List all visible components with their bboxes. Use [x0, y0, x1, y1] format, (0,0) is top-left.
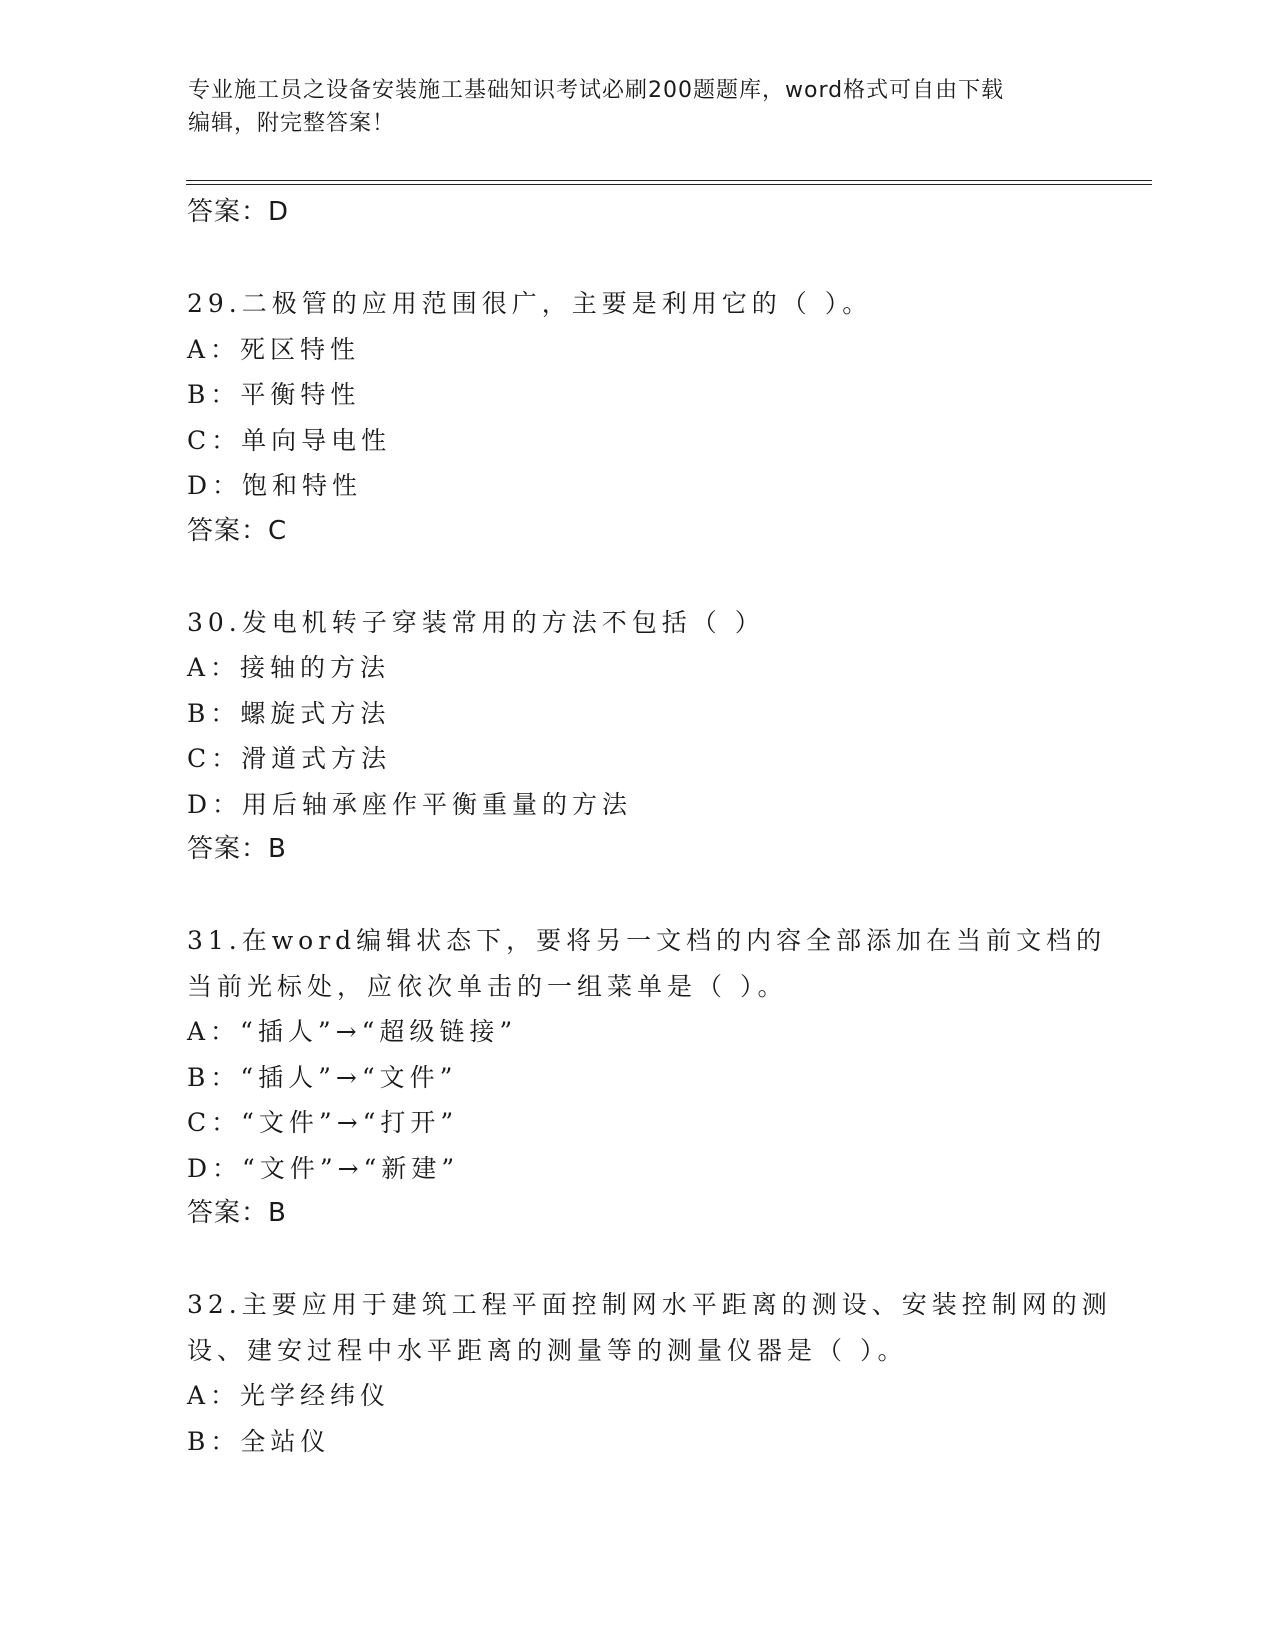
answer-line: 答案：B [187, 1198, 287, 1228]
header-line-2: 编辑，附完整答案！ [188, 111, 396, 136]
option-d: D：“文件”→“新建” [187, 1153, 460, 1183]
option-a: A：死区特性 [187, 334, 361, 364]
option-b: B：“插人”→“文件” [187, 1062, 458, 1092]
question-31 [187, 918, 1137, 1237]
document-header [188, 74, 1088, 140]
question-stem: 32.主要应用于建筑工程平面控制网水平距离的测设、安装控制网的测 [187, 1290, 1112, 1319]
question-stem: 29.二极管的应用范围很广，主要是利用它的（ ）。 [187, 289, 873, 318]
option-a: A：光学经纬仪 [187, 1381, 391, 1410]
option-c: C：滑道式方法 [187, 744, 392, 773]
option-d: D：饱和特性 [187, 471, 363, 500]
question-stem: 31.在word编辑状态下，要将另一文档的内容全部添加在当前文档的 [187, 926, 1107, 955]
header-rule-top [186, 180, 1152, 181]
header-rule-bottom [186, 184, 1152, 185]
question-list [187, 190, 1137, 1464]
question-stem-continued: 设、建安过程中水平距离的测量等的测量仪器是（ ）。 [187, 1335, 908, 1365]
answer-line: 答案：C [187, 515, 288, 546]
question-stem: 30.发电机转子穿装常用的方法不包括（ ） [187, 607, 765, 637]
spacer [187, 236, 1137, 282]
spacer [187, 554, 1137, 600]
option-c: C：“文件”→“打开” [187, 1108, 459, 1137]
spacer [187, 1237, 1137, 1283]
spacer [187, 873, 1137, 919]
option-b: B：平衡特性 [187, 380, 361, 409]
header-line-1: 专业施工员之设备安装施工基础知识考试必刷200题题库，word格式可自由下载 [188, 78, 1005, 103]
option-a: A：“插人”→“超级链接” [187, 1017, 518, 1046]
option-b: B：全站仪 [187, 1426, 331, 1456]
question-29 [187, 281, 1137, 554]
option-b: B：螺旋式方法 [187, 698, 391, 728]
option-c: C：单向导电性 [187, 425, 392, 455]
option-a: A：接轴的方法 [187, 653, 391, 682]
question-stem-continued: 当前光标处，应依次单击的一组菜单是（ ）。 [187, 971, 788, 1001]
previous-answer: 答案：D [187, 197, 290, 227]
option-d: D：用后轴承座作平衡重量的方法 [187, 789, 633, 819]
answer-line: 答案：B [187, 834, 287, 864]
question-32 [187, 1282, 1137, 1464]
question-30 [187, 600, 1137, 873]
